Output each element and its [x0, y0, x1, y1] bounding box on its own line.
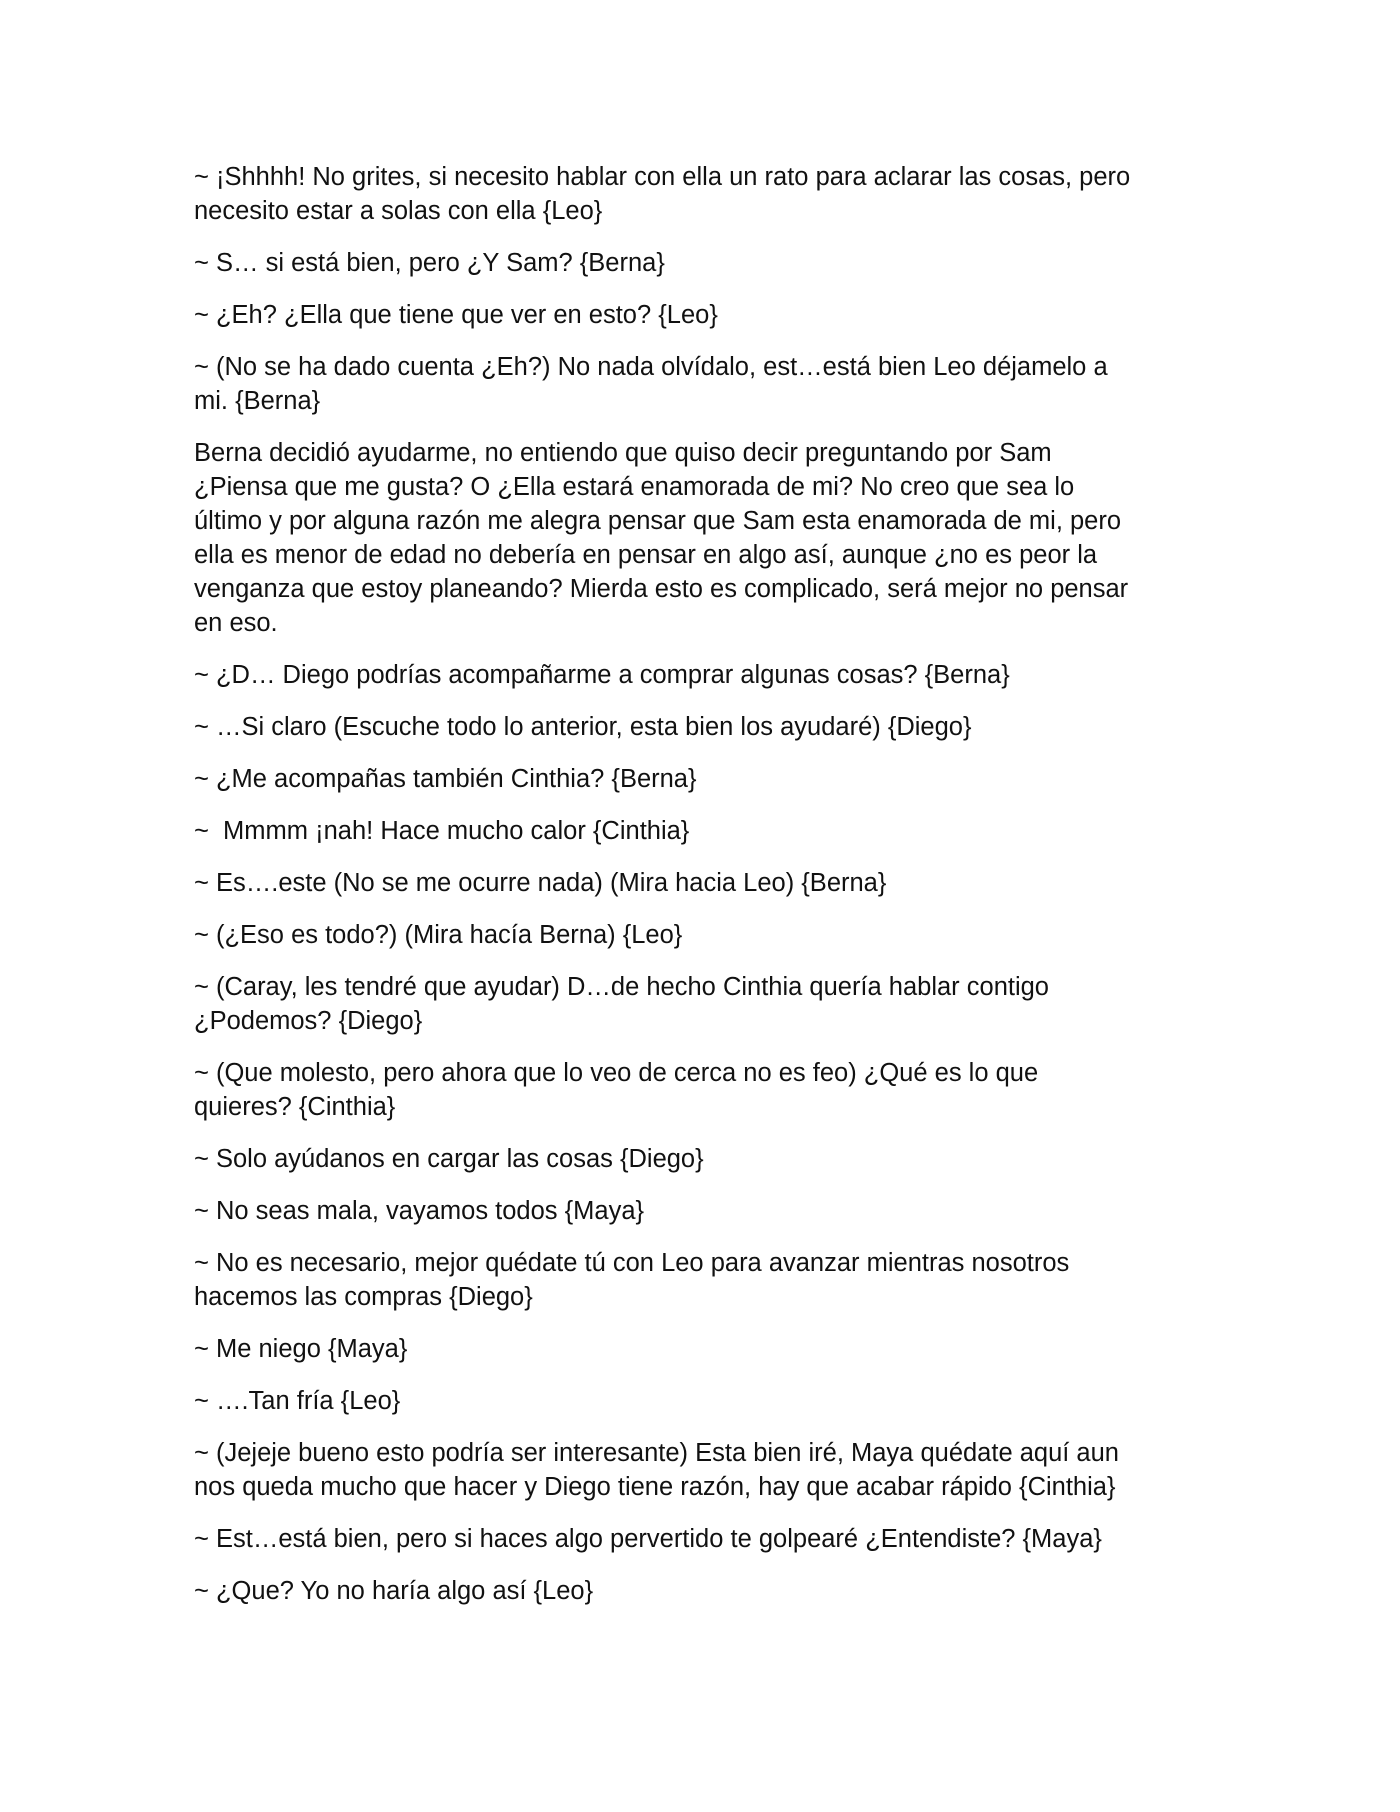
dialogue-line: ~ (No se ha dado cuenta ¿Eh?) No nada olvídalo, est…está bien Leo déjamelo a mi. {Berna}	[194, 353, 1108, 415]
dialogue-line: ~ ¿D… Diego podrías acompañarme a comprar algunas cosas? {Berna}	[194, 661, 1010, 689]
dialogue-line: ~ ¿Que? Yo no haría algo así {Leo}	[194, 1577, 594, 1605]
dialogue-line: ~ Mmmm ¡nah! Hace mucho calor {Cinthia}	[194, 817, 690, 845]
dialogue-line: ~ (Caray, les tendré que ayudar) D…de hecho Cinthia quería hablar contigo ¿Podemos? {Diego}	[194, 973, 1049, 1035]
document-body	[194, 160, 1224, 1626]
dialogue-line: ~ Es….este (No se me ocurre nada) (Mira hacia Leo) {Berna}	[194, 869, 887, 897]
dialogue-line: ~ No es necesario, mejor quédate tú con Leo para avanzar mientras nosotros hacemos las compras {Diego}	[194, 1249, 1070, 1311]
dialogue-line: ~ Me niego {Maya}	[194, 1335, 408, 1363]
dialogue-line: ~ Solo ayúdanos en cargar las cosas {Diego}	[194, 1145, 704, 1173]
dialogue-line: ~ …Si claro (Escuche todo lo anterior, esta bien los ayudaré) {Diego}	[194, 713, 972, 741]
dialogue-line: ~ No seas mala, vayamos todos {Maya}	[194, 1197, 645, 1225]
dialogue-line: ~ S… si está bien, pero ¿Y Sam? {Berna}	[194, 249, 665, 277]
narration-paragraph: Berna decidió ayudarme, no entiendo que quiso decir preguntando por Sam ¿Piensa que me gusta? O ¿Ella estará enamorada de mi? No creo que sea lo último y por alguna razón me alegra pensar que Sam esta enamorada de mi, pero ella es menor de edad no debería en pensar en algo así, aunque ¿no es peor la venganza que estoy planeando? Mierda esto es complicado, será mejor no pensar en eso.	[194, 439, 1129, 637]
dialogue-line: ~ ¡Shhhh! No grites, si necesito hablar con ella un rato para aclarar las cosas, pero necesito estar a solas con ella {Leo}	[194, 163, 1131, 225]
dialogue-line: ~ (Que molesto, pero ahora que lo veo de cerca no es feo) ¿Qué es lo que quieres? {Cinthia}	[194, 1059, 1039, 1121]
dialogue-line: ~ ¿Eh? ¿Ella que tiene que ver en esto? {Leo}	[194, 301, 718, 329]
dialogue-line: ~ Est…está bien, pero si haces algo pervertido te golpearé ¿Entendiste? {Maya}	[194, 1525, 1102, 1553]
dialogue-line: ~ ¿Me acompañas también Cinthia? {Berna}	[194, 765, 697, 793]
dialogue-line: ~ ….Tan fría {Leo}	[194, 1387, 401, 1415]
dialogue-line: ~ (¿Eso es todo?) (Mira hacía Berna) {Leo}	[194, 921, 683, 949]
dialogue-line: ~ (Jejeje bueno esto podría ser interesante) Esta bien iré, Maya quédate aquí aun nos queda mucho que hacer y Diego tiene razón, hay que acabar rápido {Cinthia}	[194, 1439, 1119, 1501]
